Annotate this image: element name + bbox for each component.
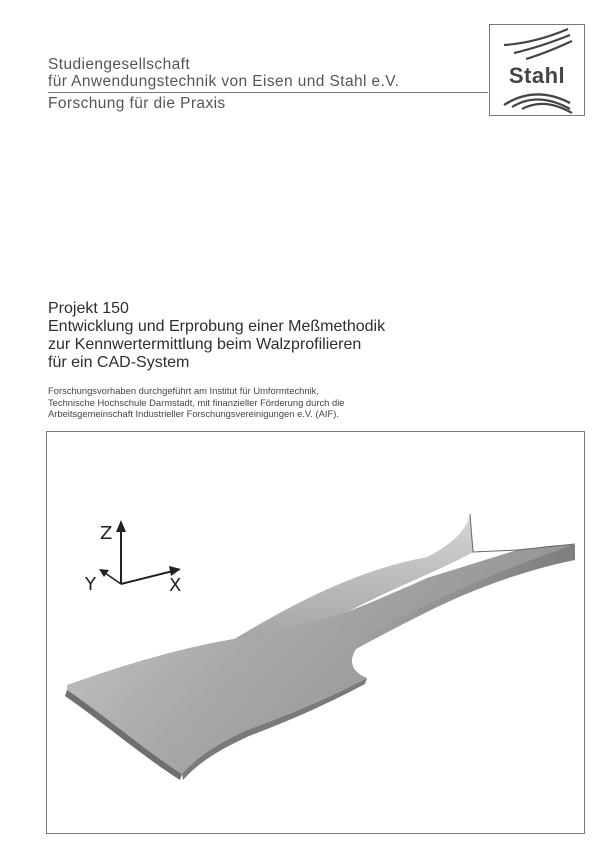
research-note-line3: Arbeitsgemeinschaft Industrieller Forschungsvereinigungen e.V. (AIF). xyxy=(48,408,339,419)
stahl-logo xyxy=(489,24,585,116)
roll-formed-profile-photo xyxy=(47,432,584,833)
coordinate-axes xyxy=(84,520,181,596)
axis-label-z: Z xyxy=(100,523,113,544)
project-number: Projekt 150 xyxy=(48,300,129,317)
axis-label-x: X xyxy=(169,575,182,596)
research-note-line1: Forschungsvorhaben durchgeführt am Institut für Umformtechnik, xyxy=(48,385,319,396)
organization-name-line2: für Anwendungstechnik von Eisen und Stahl e.V. xyxy=(48,73,400,90)
project-title-line3: für ein CAD-System xyxy=(48,354,190,371)
profile-photo-frame xyxy=(46,431,585,834)
header-rule xyxy=(48,92,488,93)
project-title-line1: Entwicklung und Erprobung einer Meßmethodik xyxy=(48,318,386,335)
project-title-line2: zur Kennwertermittlung beim Walzprofilieren xyxy=(48,336,362,353)
organization-name-line1: Studiengesellschaft xyxy=(48,56,191,73)
logo-wordmark: Stahl xyxy=(508,63,566,88)
organization-slogan: Forschung für die Praxis xyxy=(48,95,226,112)
project-title-block xyxy=(48,300,385,372)
research-note-line2: Technische Hochschule Darmstadt, mit finanzieller Förderung durch die xyxy=(48,396,345,408)
research-note xyxy=(48,385,345,420)
axis-label-y: Y xyxy=(85,574,96,595)
